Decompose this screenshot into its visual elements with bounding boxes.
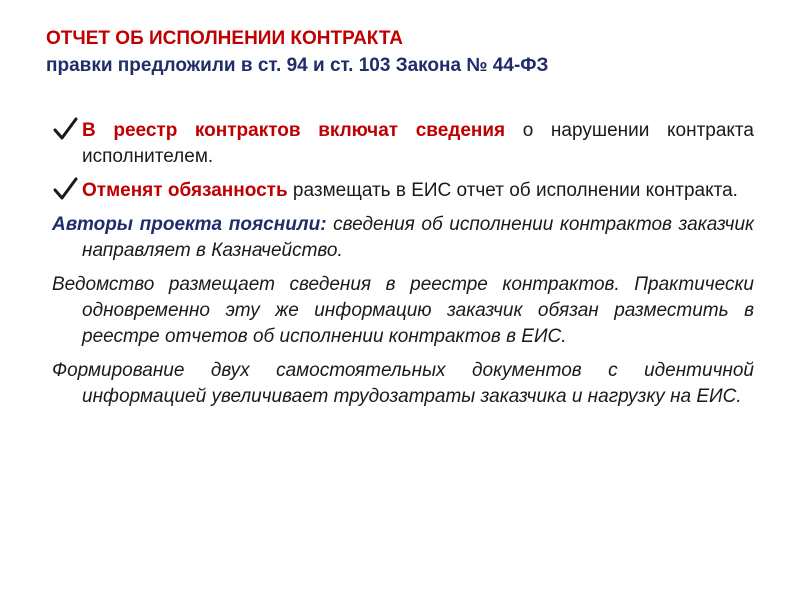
paragraph	[52, 358, 754, 410]
bullet-item	[52, 118, 754, 170]
bullet-rest-text: о нарушении контракта исполнителем.	[82, 120, 754, 167]
bullet-item	[52, 178, 754, 204]
paragraph-text: Ведомство размещает сведения в реестре контрактов. Практически одновременно эту же информацию заказчик обязан разместить в реестре отчетов об исполнении контрактов в ЕИС.	[52, 274, 754, 347]
paragraph-lead-text: Авторы проекта пояснили:	[52, 214, 327, 235]
slide-title: ОТЧЕТ ОБ ИСПОЛНЕНИИ КОНТРАКТА	[46, 28, 404, 49]
checkmark-icon	[52, 116, 78, 142]
bullet-rest-text: размещать в ЕИС отчет об исполнении контракта.	[287, 180, 738, 201]
paragraph-text: Формирование двух самостоятельных документов с идентичной информацией увеличивает трудозатраты заказчика и нагрузку на ЕИС.	[52, 360, 754, 407]
paragraph	[52, 272, 754, 350]
slide-content	[52, 118, 754, 418]
slide-subtitle: правки предложили в ст. 94 и ст. 103 Закона № 44-ФЗ	[46, 55, 549, 76]
paragraph	[52, 212, 754, 264]
bullet-lead-text: В реестр контрактов включат сведения	[82, 120, 506, 141]
slide-header	[46, 28, 766, 78]
bullet-lead-text: Отменят обязанность	[82, 180, 288, 201]
checkmark-icon	[52, 176, 78, 202]
paragraph-text: сведения об исполнении контрактов заказчик направляет в Казначейство.	[82, 214, 754, 261]
